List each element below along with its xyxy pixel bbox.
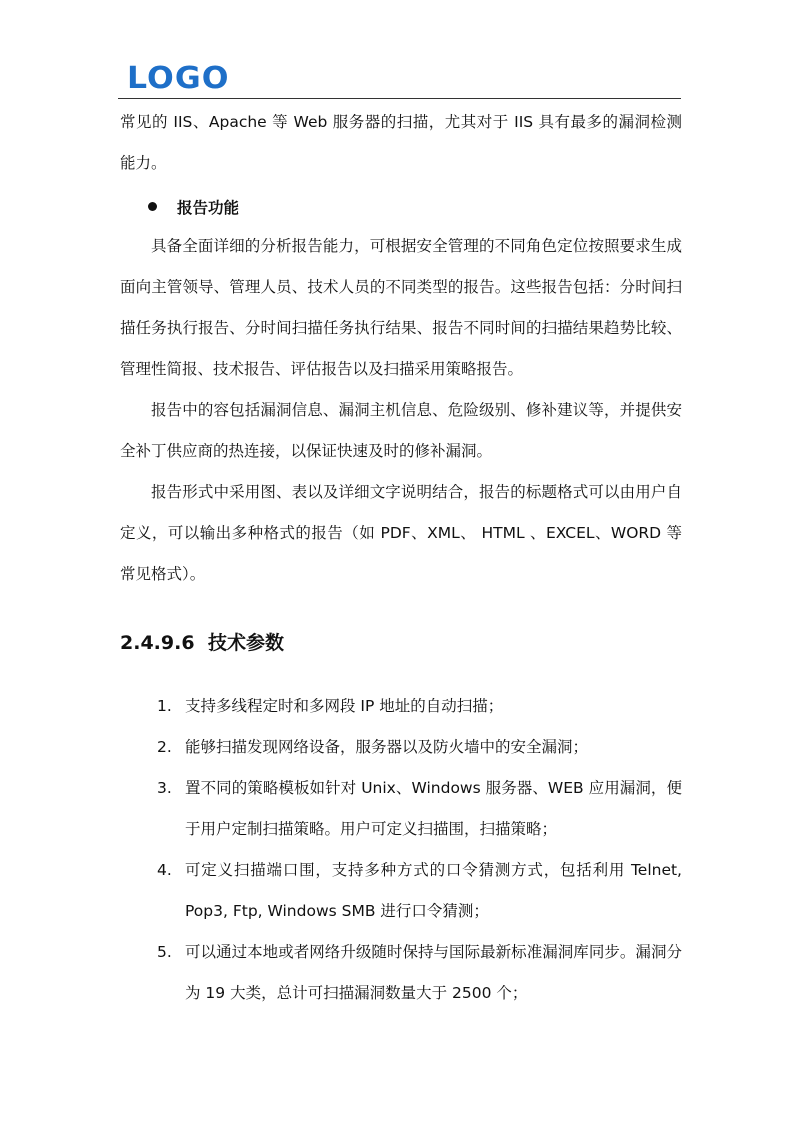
list-item-text: 可以通过本地或者网络升级随时保持与国际最新标准漏洞库同步。漏洞分为 19 大类，总计可扫描漏洞数量大于 2500 个； [185, 943, 682, 1002]
paragraph-report-format: 报告形式中采用图、表以及详细文字说明结合，报告的标题格式可以由用户自定义，可以输出多种格式的报告（如 PDF、XML、 HTML 、EXCEL、WORD 等常见格式）。 [120, 483, 682, 583]
list-item [120, 932, 682, 1014]
bullet-heading: 报告功能 [177, 199, 240, 217]
list-item [120, 850, 682, 932]
list-item-number: 1. [157, 697, 172, 715]
list-item [120, 727, 682, 768]
list-item-text: 能够扫描发现网络设备，服务器以及防火墙中的安全漏洞； [185, 738, 589, 756]
paragraph-report-content: 报告中的容包括漏洞信息、漏洞主机信息、危险级别、修补建议等，并提供安全补丁供应商的热连接，以保证快速及时的修补漏洞。 [120, 401, 682, 460]
section-title: 技术参数 [208, 632, 285, 654]
section-heading [120, 628, 284, 658]
list-item [120, 768, 682, 850]
list-item-number: 3. [157, 779, 172, 797]
list-item-number: 5. [157, 943, 172, 961]
section-number: 2.4.9.6 [120, 632, 195, 654]
list-item-text: 置不同的策略模板如针对 Unix、Windows 服务器、WEB 应用漏洞，便于用户定制扫描策略。用户可定义扫描围，扫描策略； [185, 779, 682, 838]
list-item-number: 4. [157, 861, 172, 879]
header-divider [118, 98, 681, 99]
list-item [120, 686, 682, 727]
paragraph-iis-scanning: 常见的 IIS、Apache 等 Web 服务器的扫描，尤其对于 IIS 具有最多的漏洞检测能力。 [120, 113, 682, 172]
list-item-text: 支持多线程定时和多网段 IP 地址的自动扫描； [185, 697, 504, 715]
logo: LOGO [127, 61, 230, 96]
list-item-text: 可定义扫描端口围，支持多种方式的口令猜测方式，包括利用 Telnet, Pop3, Ftp, Windows SMB 进行口令猜测； [185, 861, 682, 920]
list-item-number: 2. [157, 738, 172, 756]
tech-params-list [120, 686, 682, 1014]
paragraph-report-capability: 具备全面详细的分析报告能力，可根据安全管理的不同角色定位按照要求生成面向主管领导、管理人员、技术人员的不同类型的报告。这些报告包括：分时间扫描任务执行报告、分时间扫描任务执行结果、报告不同时间的扫描结果趋势比较、管理性简报、技术报告、评估报告以及扫描采用策略报告。 [120, 237, 682, 378]
bullet-dot-icon [148, 202, 157, 211]
